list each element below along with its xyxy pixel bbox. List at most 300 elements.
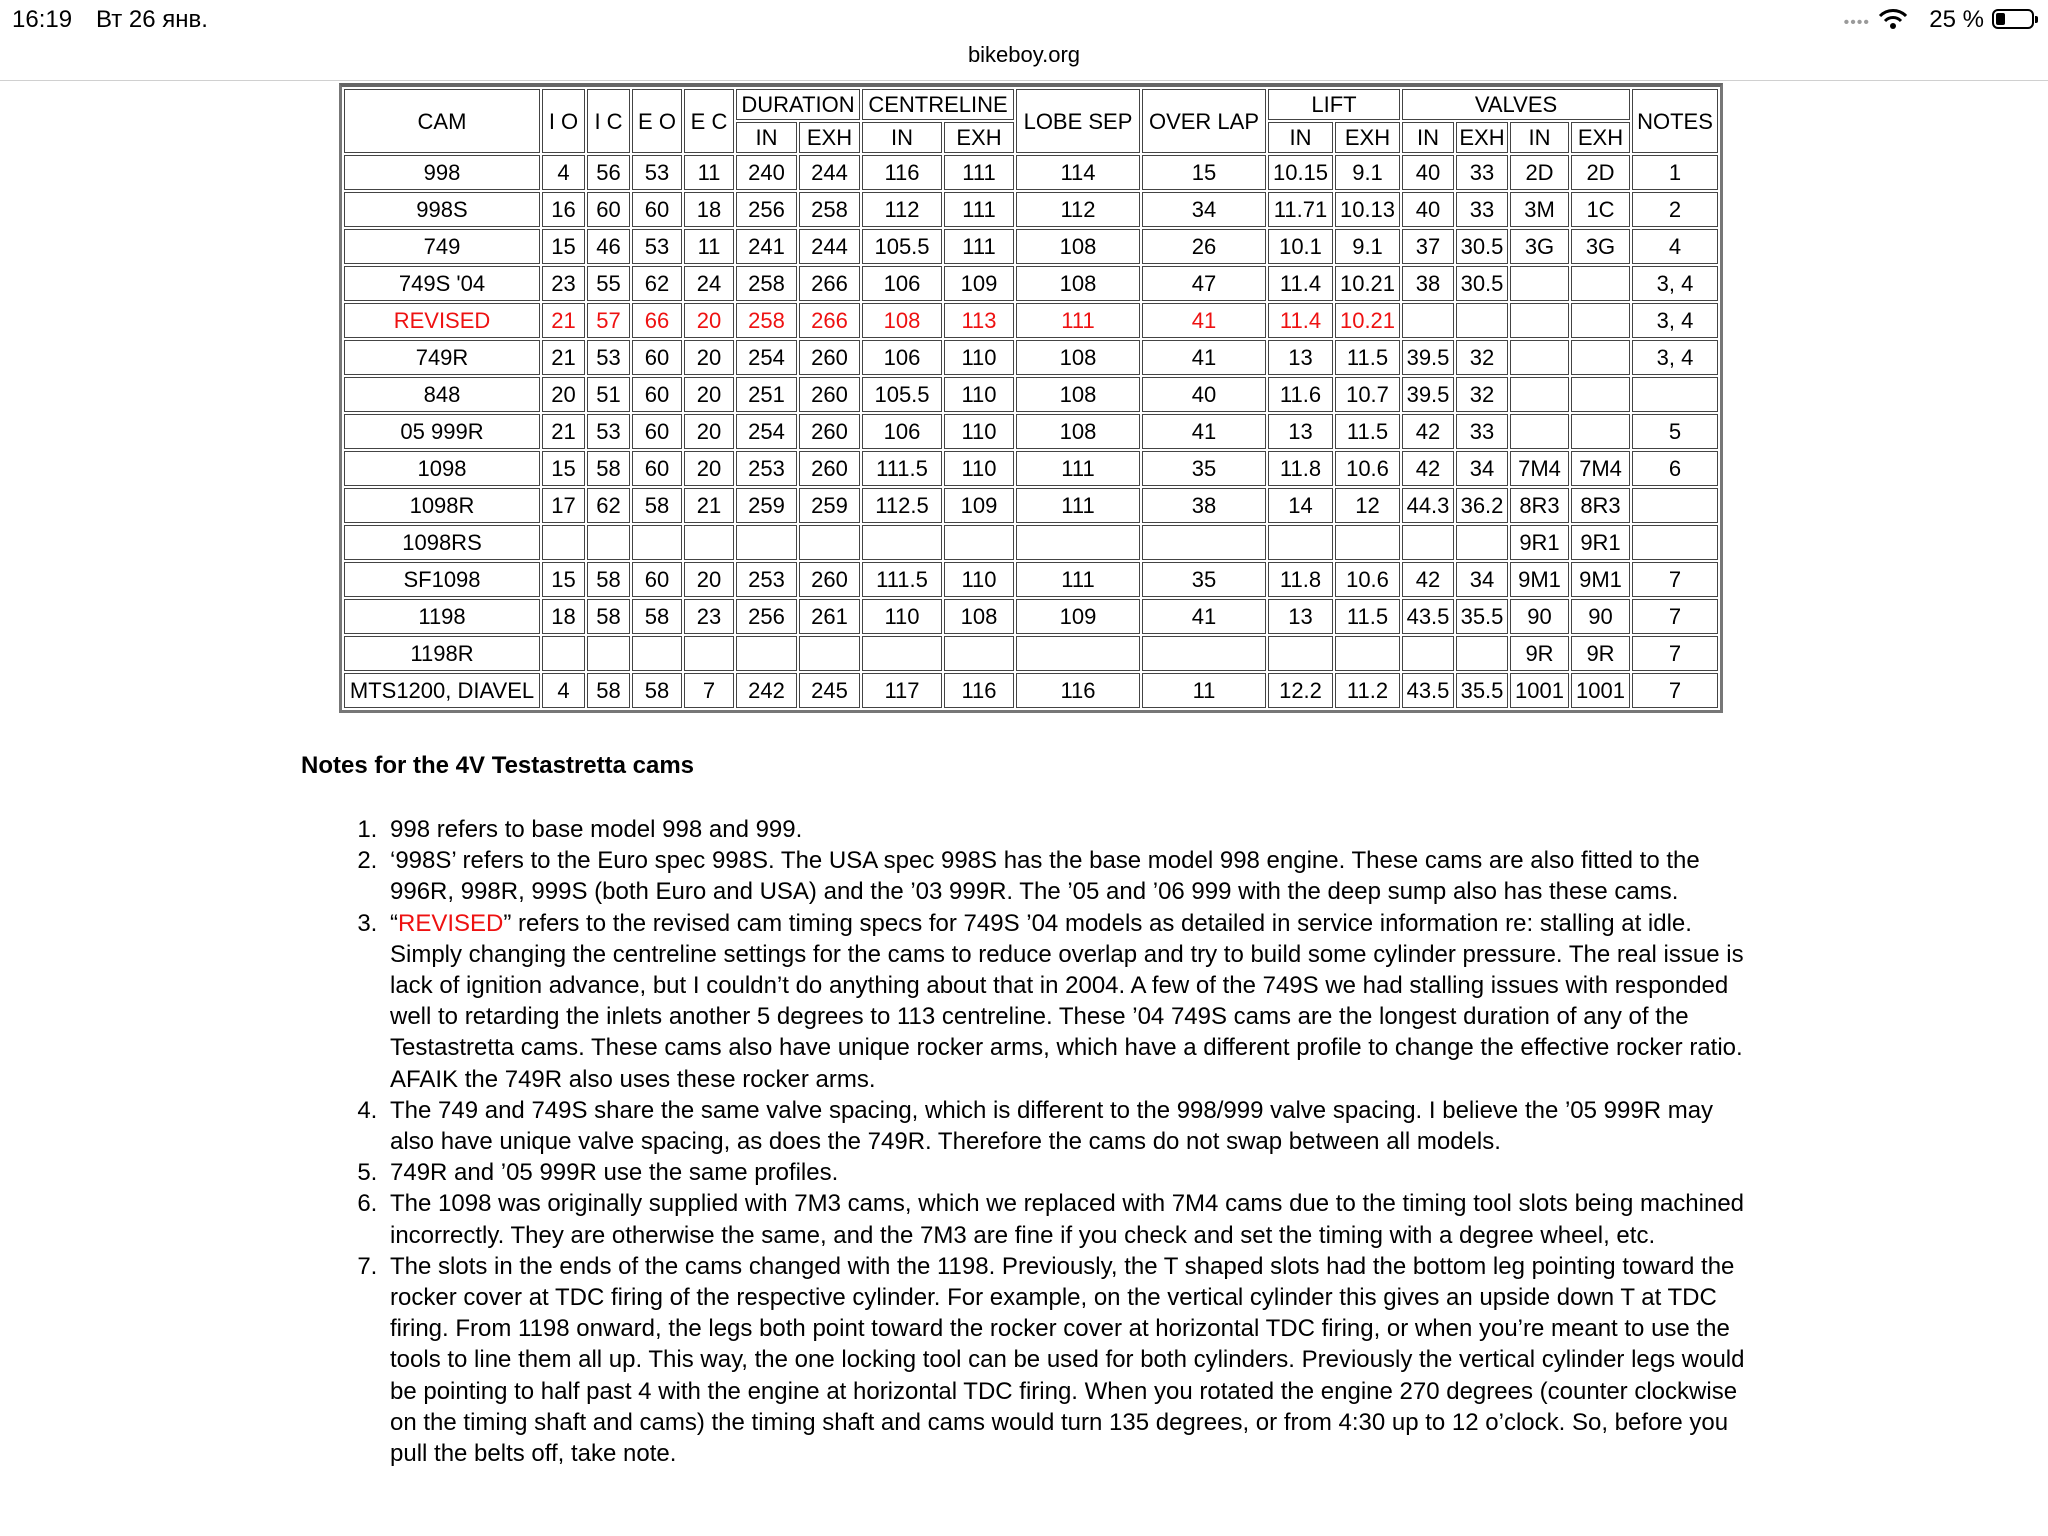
table-cell: 21 — [542, 414, 585, 449]
table-cell — [1510, 340, 1569, 375]
subheader-lift-in: IN — [1268, 122, 1333, 153]
table-cell-cam: SF1098 — [344, 562, 540, 597]
table-cell: 7 — [1632, 599, 1718, 634]
table-cell: 3, 4 — [1632, 340, 1718, 375]
note-item — [384, 1188, 1761, 1250]
table-cell: 7 — [1632, 673, 1718, 708]
table-cell: 30.5 — [1456, 266, 1508, 301]
table-cell: 20 — [684, 562, 734, 597]
table-cell: 9R — [1571, 636, 1630, 671]
table-cell — [1335, 636, 1400, 671]
table-cell: 1 — [1632, 155, 1718, 190]
table-cell: 11.8 — [1268, 451, 1333, 486]
table-cell: 58 — [632, 488, 682, 523]
table-cell: 105.5 — [862, 229, 942, 264]
table-cell: 109 — [944, 266, 1014, 301]
table-cell: 39.5 — [1402, 377, 1454, 412]
table-cell: 253 — [736, 562, 797, 597]
table-row — [344, 266, 1718, 301]
table-row — [344, 451, 1718, 486]
table-cell — [542, 636, 585, 671]
table-cell: 2 — [1632, 192, 1718, 227]
table-cell: 32 — [1456, 340, 1508, 375]
table-cell-cam: 1098RS — [344, 525, 540, 560]
table-cell: 33 — [1456, 155, 1508, 190]
table-cell: 3G — [1510, 229, 1569, 264]
table-cell — [1632, 488, 1718, 523]
table-cell: 8R3 — [1571, 488, 1630, 523]
note-item — [384, 845, 1761, 907]
note-text: ‘998S’ refers to the Euro spec 998S. The USA spec 998S has the base model 998 engine. These cams are also fitted to the 996R, 998R, 999S (both Euro and USA) and the ’03 999R. The ’05 and ’06 999 with the deep sump also has these cams. — [390, 847, 1700, 906]
table-row — [344, 414, 1718, 449]
table-cell: 11.4 — [1268, 303, 1333, 338]
table-cell: 53 — [632, 229, 682, 264]
table-cell: 11.71 — [1268, 192, 1333, 227]
table-cell: 112 — [862, 192, 942, 227]
table-cell: 56 — [587, 155, 630, 190]
battery-percentage: 25 % — [1929, 6, 1984, 33]
table-cell: 111 — [944, 229, 1014, 264]
table-cell: 7 — [1632, 636, 1718, 671]
table-cell — [1268, 636, 1333, 671]
table-cell: 10.13 — [1335, 192, 1400, 227]
table-cell: 40 — [1142, 377, 1266, 412]
table-cell: 10.21 — [1335, 303, 1400, 338]
table-cell: 245 — [799, 673, 860, 708]
table-cell-cam: 749 — [344, 229, 540, 264]
cam-specs-table-container — [339, 83, 1723, 713]
table-cell: 90 — [1510, 599, 1569, 634]
header-valves: VALVES — [1402, 89, 1630, 120]
table-cell: 9R — [1510, 636, 1569, 671]
table-row — [344, 229, 1718, 264]
note-item — [384, 1157, 1761, 1188]
table-cell: 37 — [1402, 229, 1454, 264]
table-cell: 7M4 — [1571, 451, 1630, 486]
table-cell: 38 — [1402, 266, 1454, 301]
table-cell: 41 — [1142, 414, 1266, 449]
table-row — [344, 673, 1718, 708]
table-cell: 112 — [1016, 192, 1140, 227]
table-cell: 254 — [736, 414, 797, 449]
table-cell: 244 — [799, 229, 860, 264]
table-cell — [1268, 525, 1333, 560]
table-cell: 13 — [1268, 599, 1333, 634]
table-cell-cam: 848 — [344, 377, 540, 412]
table-cell: 114 — [1016, 155, 1140, 190]
table-row — [344, 636, 1718, 671]
table-cell — [684, 636, 734, 671]
table-cell-cam: REVISED — [344, 303, 540, 338]
table-cell: 111 — [1016, 488, 1140, 523]
table-cell: 106 — [862, 414, 942, 449]
table-cell: 111.5 — [862, 562, 942, 597]
table-cell: 256 — [736, 192, 797, 227]
table-cell: 11.5 — [1335, 599, 1400, 634]
table-cell-cam: 998S — [344, 192, 540, 227]
table-cell: 57 — [587, 303, 630, 338]
note-text: ” refers to the revised cam timing specs for 749S ’04 models as detailed in service information re: stalling at idle. Simply changing the centreline settings for the cams to reduce overlap and try to build some cylinder pressure. The real issue is lack of ignition advance, but I couldn’t do anything about that in 2004. A few of the 749S we had stalling issues with responded well to retarding the inlets another 5 degrees to 113 centreline. These ’04 749S cams are the longest duration of any of the Testastretta cams. These cams also have unique rocker arms, which have a different profile to change the effective rocker ratio. AFAIK the 749R also uses these rocker arms. — [390, 909, 1744, 1093]
table-cell: 240 — [736, 155, 797, 190]
note-item — [384, 908, 1761, 1095]
table-cell: 1001 — [1510, 673, 1569, 708]
table-cell: 258 — [736, 303, 797, 338]
table-cell: 46 — [587, 229, 630, 264]
table-cell: 11 — [684, 155, 734, 190]
table-row — [344, 488, 1718, 523]
header-inlet-close: I C — [587, 89, 630, 153]
table-cell: 43.5 — [1402, 599, 1454, 634]
table-cell: 116 — [862, 155, 942, 190]
table-cell: 21 — [542, 303, 585, 338]
table-cell: 53 — [587, 414, 630, 449]
battery-icon — [1992, 9, 2034, 29]
table-cell: 10.15 — [1268, 155, 1333, 190]
table-cell: 35.5 — [1456, 599, 1508, 634]
table-cell: 11.5 — [1335, 414, 1400, 449]
note-text: 749R and ’05 999R use the same profiles. — [390, 1159, 839, 1187]
table-cell: 3, 4 — [1632, 303, 1718, 338]
subheader-valves-in: IN — [1402, 122, 1454, 153]
table-cell — [587, 636, 630, 671]
table-cell: 58 — [587, 451, 630, 486]
table-cell: 53 — [587, 340, 630, 375]
table-cell: 10.21 — [1335, 266, 1400, 301]
table-cell: 44.3 — [1402, 488, 1454, 523]
table-cell: 12.2 — [1268, 673, 1333, 708]
table-cell: 42 — [1402, 451, 1454, 486]
header-cam: CAM — [344, 89, 540, 153]
table-cell: 110 — [944, 562, 1014, 597]
table-cell: 35 — [1142, 451, 1266, 486]
table-cell: 24 — [684, 266, 734, 301]
table-cell — [799, 525, 860, 560]
note-text: The 1098 was originally supplied with 7M3 cams, which we replaced with 7M4 cams due to the timing tool slots being machined incorrectly. They are otherwise the same, and the 7M3 are fine if you check and set the timing with a degree wheel, etc. — [390, 1190, 1745, 1249]
header-duration: DURATION — [736, 89, 860, 120]
table-cell: 39.5 — [1402, 340, 1454, 375]
subheader-centreline-in: IN — [862, 122, 942, 153]
table-cell — [1571, 414, 1630, 449]
table-cell: 1001 — [1571, 673, 1630, 708]
header-lobe-sep: LOBE SEP — [1016, 89, 1140, 153]
table-cell: 112.5 — [862, 488, 942, 523]
table-cell: 14 — [1268, 488, 1333, 523]
table-cell — [1510, 266, 1569, 301]
table-cell — [587, 525, 630, 560]
subheader-valves-exh-2: EXH — [1571, 122, 1630, 153]
table-cell — [1016, 636, 1140, 671]
table-cell: 51 — [587, 377, 630, 412]
subheader-centreline-exh: EXH — [944, 122, 1014, 153]
table-cell: 60 — [632, 562, 682, 597]
cam-specs-table — [339, 83, 1723, 713]
subheader-valves-in-2: IN — [1510, 122, 1569, 153]
table-cell — [862, 636, 942, 671]
table-cell: 4 — [542, 673, 585, 708]
table-cell: 1C — [1571, 192, 1630, 227]
table-cell: 21 — [542, 340, 585, 375]
table-cell — [684, 525, 734, 560]
table-cell — [1632, 525, 1718, 560]
subheader-duration-in: IN — [736, 122, 797, 153]
table-cell: 108 — [1016, 414, 1140, 449]
table-cell — [1142, 525, 1266, 560]
table-cell — [1456, 636, 1508, 671]
table-cell: 15 — [542, 451, 585, 486]
status-bar — [0, 0, 2048, 40]
table-cell-cam: MTS1200, DIAVEL — [344, 673, 540, 708]
table-cell: 41 — [1142, 599, 1266, 634]
table-cell — [944, 525, 1014, 560]
table-cell: 15 — [542, 562, 585, 597]
cellular-signal-icon: •••• — [1843, 14, 1870, 31]
subheader-lift-exh: EXH — [1335, 122, 1400, 153]
table-cell: 90 — [1571, 599, 1630, 634]
table-cell: 26 — [1142, 229, 1266, 264]
table-cell: 259 — [736, 488, 797, 523]
table-cell — [1632, 377, 1718, 412]
table-cell: 41 — [1142, 303, 1266, 338]
table-cell: 11.6 — [1268, 377, 1333, 412]
table-cell-cam: 1098R — [344, 488, 540, 523]
table-cell: 38 — [1142, 488, 1266, 523]
table-cell: 35.5 — [1456, 673, 1508, 708]
table-cell: 7 — [1632, 562, 1718, 597]
table-cell: 109 — [1016, 599, 1140, 634]
table-cell: 40 — [1402, 192, 1454, 227]
table-cell: 110 — [944, 414, 1014, 449]
table-cell: 11 — [1142, 673, 1266, 708]
status-time: 16:19 — [12, 6, 73, 33]
table-cell: 55 — [587, 266, 630, 301]
table-cell: 33 — [1456, 414, 1508, 449]
table-cell: 259 — [799, 488, 860, 523]
table-cell: 30.5 — [1456, 229, 1508, 264]
table-cell: 4 — [542, 155, 585, 190]
table-row — [344, 303, 1718, 338]
table-cell — [1571, 377, 1630, 412]
table-cell: 108 — [944, 599, 1014, 634]
table-cell: 7 — [684, 673, 734, 708]
table-cell — [1571, 266, 1630, 301]
table-cell: 16 — [542, 192, 585, 227]
table-cell — [1510, 303, 1569, 338]
table-cell: 32 — [1456, 377, 1508, 412]
table-cell: 18 — [542, 599, 585, 634]
address-bar[interactable] — [0, 40, 2048, 81]
header-exhaust-close: E C — [684, 89, 734, 153]
table-cell: 11.2 — [1335, 673, 1400, 708]
table-cell: 11.4 — [1268, 266, 1333, 301]
table-cell: 17 — [542, 488, 585, 523]
table-cell: 23 — [542, 266, 585, 301]
table-cell — [1402, 636, 1454, 671]
table-cell: 60 — [632, 377, 682, 412]
table-cell: 35 — [1142, 562, 1266, 597]
table-cell: 9.1 — [1335, 229, 1400, 264]
table-cell: 33 — [1456, 192, 1508, 227]
table-cell: 21 — [684, 488, 734, 523]
table-cell: 9M1 — [1510, 562, 1569, 597]
table-cell: 42 — [1402, 414, 1454, 449]
table-cell: 66 — [632, 303, 682, 338]
table-cell — [1402, 525, 1454, 560]
table-cell: 108 — [1016, 377, 1140, 412]
table-cell: 109 — [944, 488, 1014, 523]
table-cell — [736, 636, 797, 671]
table-cell: 9M1 — [1571, 562, 1630, 597]
table-cell: 20 — [684, 340, 734, 375]
table-cell — [632, 525, 682, 560]
table-cell: 23 — [684, 599, 734, 634]
table-row — [344, 599, 1718, 634]
table-cell: 260 — [799, 340, 860, 375]
header-centreline: CENTRELINE — [862, 89, 1014, 120]
subheader-duration-exh: EXH — [799, 122, 860, 153]
note-text: 998 refers to base model 998 and 999. — [390, 816, 803, 843]
table-cell: 244 — [799, 155, 860, 190]
table-cell: 116 — [944, 673, 1014, 708]
table-cell: 113 — [944, 303, 1014, 338]
note-text: The 749 and 749S share the same valve spacing, which is different to the 998/999 valve spacing. I believe the ’05 999R may also have unique valve spacing, as does the 749R. Therefore the cams do not swap between all models. — [390, 1096, 1714, 1156]
url-text[interactable]: bikeboy.org — [967, 42, 1081, 67]
table-cell: 60 — [632, 340, 682, 375]
table-cell: 40 — [1402, 155, 1454, 190]
table-cell: 260 — [799, 377, 860, 412]
table-row — [344, 192, 1718, 227]
table-cell — [542, 525, 585, 560]
table-cell: 258 — [799, 192, 860, 227]
table-cell: 47 — [1142, 266, 1266, 301]
table-cell: 111 — [944, 192, 1014, 227]
table-cell: 110 — [862, 599, 942, 634]
table-cell: 251 — [736, 377, 797, 412]
table-cell: 117 — [862, 673, 942, 708]
table-row — [344, 155, 1718, 190]
table-cell: 58 — [587, 599, 630, 634]
table-cell: 108 — [862, 303, 942, 338]
table-cell-cam: 998 — [344, 155, 540, 190]
table-cell: 20 — [684, 303, 734, 338]
header-exhaust-open: E O — [632, 89, 682, 153]
table-cell-cam: 749R — [344, 340, 540, 375]
table-cell-cam: 05 999R — [344, 414, 540, 449]
table-cell — [1402, 303, 1454, 338]
table-cell: 4 — [1632, 229, 1718, 264]
note-text: The slots in the ends of the cams changed with the 1198. Previously, the T shaped slots had the bottom leg pointing toward the rocker cover at TDC firing of the respective cylinder. For example, on the vertical cylinder this gives an upside down T at TDC firing. From 1198 onward, the legs both point toward the rocker cover at horizontal TDC firing, or when you’re meant to use the tools to line them all up. This way, the one locking tool can be used for both cylinders. Previously the vertical cylinder legs would be pointing to half past 4 with the engine at horizontal TDC firing. When you rotated the engine 270 degrees (counter clockwise on the timing shaft and cams) the timing shaft and cams would turn 135 degrees, or from 4:30 up to 12 o’clock. So, before you pull the belts off, take note. — [390, 1252, 1745, 1468]
table-cell — [1510, 414, 1569, 449]
table-cell: 8R3 — [1510, 488, 1569, 523]
notes-list — [301, 814, 1761, 1469]
status-date: Вт 26 янв. — [96, 6, 208, 33]
table-cell — [944, 636, 1014, 671]
table-cell — [736, 525, 797, 560]
table-cell: 242 — [736, 673, 797, 708]
table-cell: 253 — [736, 451, 797, 486]
table-row — [344, 525, 1718, 560]
table-cell: 12 — [1335, 488, 1400, 523]
table-cell — [632, 636, 682, 671]
table-cell: 9R1 — [1510, 525, 1569, 560]
table-cell: 34 — [1456, 562, 1508, 597]
table-cell: 9R1 — [1571, 525, 1630, 560]
table-cell — [1456, 303, 1508, 338]
table-cell: 34 — [1456, 451, 1508, 486]
notes-title: Notes for the 4V Testastretta cams — [301, 752, 695, 779]
note-item — [384, 1095, 1761, 1157]
table-cell: 254 — [736, 340, 797, 375]
table-cell — [862, 525, 942, 560]
header-overlap: OVER LAP — [1142, 89, 1266, 153]
header-inlet-open: I O — [542, 89, 585, 153]
table-cell: 3M — [1510, 192, 1569, 227]
table-row — [344, 562, 1718, 597]
table-cell: 108 — [1016, 229, 1140, 264]
table-cell: 106 — [862, 340, 942, 375]
table-cell: 58 — [632, 673, 682, 708]
table-cell: 20 — [684, 414, 734, 449]
table-cell: 18 — [684, 192, 734, 227]
note-prefix: “ — [390, 909, 398, 937]
table-cell: 261 — [799, 599, 860, 634]
table-cell: 60 — [587, 192, 630, 227]
table-cell: 11.5 — [1335, 340, 1400, 375]
table-cell-cam: 1098 — [344, 451, 540, 486]
wifi-icon — [1878, 8, 1908, 30]
table-cell: 108 — [1016, 266, 1140, 301]
table-cell: 34 — [1142, 192, 1266, 227]
table-cell: 260 — [799, 562, 860, 597]
table-cell — [799, 636, 860, 671]
table-cell: 53 — [632, 155, 682, 190]
note-item — [384, 814, 1761, 845]
table-cell: 2D — [1571, 155, 1630, 190]
table-cell: 20 — [684, 451, 734, 486]
table-cell — [1016, 525, 1140, 560]
table-cell: 111 — [1016, 303, 1140, 338]
table-cell-cam: 1198 — [344, 599, 540, 634]
notes-section — [301, 752, 1761, 1469]
table-cell: 36.2 — [1456, 488, 1508, 523]
table-cell: 58 — [632, 599, 682, 634]
table-cell: 11 — [684, 229, 734, 264]
table-cell: 3G — [1571, 229, 1630, 264]
table-cell: 42 — [1402, 562, 1454, 597]
table-cell: 9.1 — [1335, 155, 1400, 190]
table-cell: 58 — [587, 562, 630, 597]
table-cell — [1571, 303, 1630, 338]
table-cell: 15 — [1142, 155, 1266, 190]
table-cell: 111 — [1016, 562, 1140, 597]
table-cell: 41 — [1142, 340, 1266, 375]
table-cell: 60 — [632, 192, 682, 227]
table-cell: 10.6 — [1335, 451, 1400, 486]
header-lift: LIFT — [1268, 89, 1400, 120]
table-cell: 13 — [1268, 414, 1333, 449]
table-cell: 3, 4 — [1632, 266, 1718, 301]
table-cell: 260 — [799, 414, 860, 449]
table-cell: 60 — [632, 451, 682, 486]
table-cell: 110 — [944, 451, 1014, 486]
table-cell: 111.5 — [862, 451, 942, 486]
table-cell: 111 — [1016, 451, 1140, 486]
table-cell: 266 — [799, 303, 860, 338]
table-cell — [1571, 340, 1630, 375]
table-cell: 10.7 — [1335, 377, 1400, 412]
table-cell: 62 — [632, 266, 682, 301]
note-item — [384, 1251, 1761, 1469]
table-cell-cam: 749S '04 — [344, 266, 540, 301]
